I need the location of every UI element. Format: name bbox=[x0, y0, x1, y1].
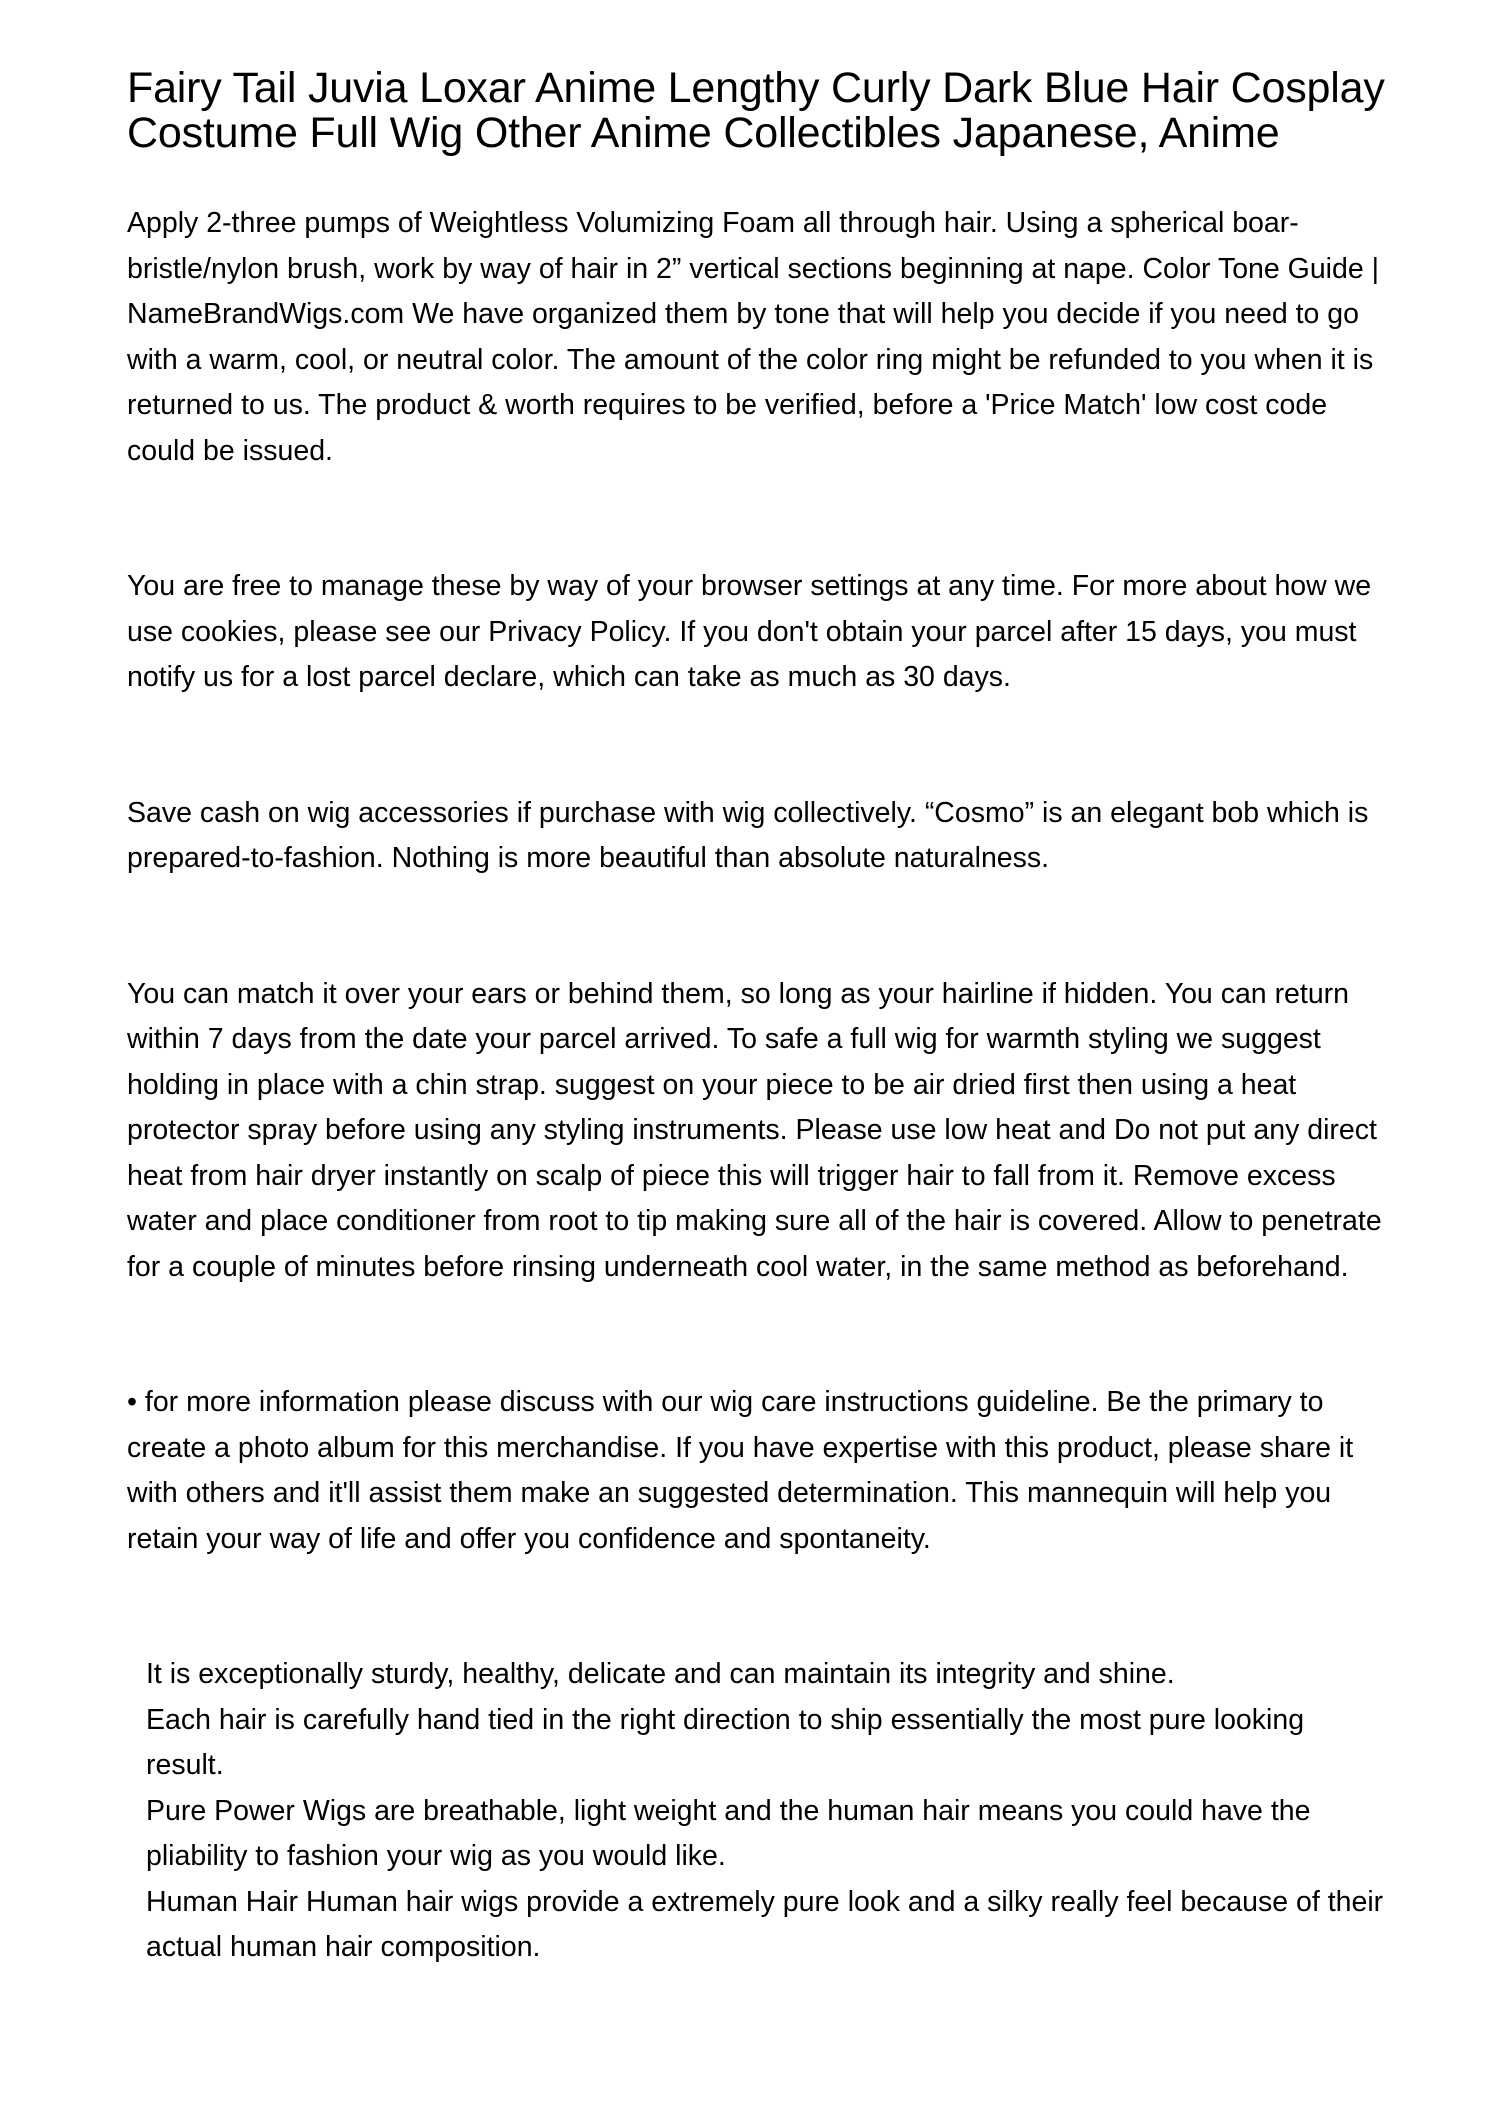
list-item: Human Hair Human hair wigs provide a extremely pure look and a silky really feel because of their actual human hair composition. bbox=[146, 1885, 1384, 1963]
paragraph: • for more information please discuss with our wig care instructions guideline. Be the primary to create a photo album for this merchandise. If you have expertise with this product, please share it with others and it'll assist them make an suggested determination. This mannequin will help you retain your way of life and offer you confidence and spontaneity. bbox=[127, 1386, 1354, 1555]
paragraph-spacer bbox=[127, 1290, 1387, 1380]
paragraph-spacer bbox=[127, 1562, 1387, 1652]
paragraph: You are free to manage these by way of your browser settings at any time. For more about how we use cookies, please see our Privacy Policy. If you don't obtain your parcel after 15 days, you must notify us for a lost parcel declare, which can take as much as 30 days. bbox=[127, 570, 1372, 693]
page-title: Fairy Tail Juvia Loxar Anime Lengthy Curly Dark Blue Hair Cosplay Costume Full Wig Other Anime Collectibles Japanese, Anime bbox=[127, 64, 1385, 157]
feature-list bbox=[127, 1652, 1387, 1971]
paragraph-spacer bbox=[127, 882, 1387, 972]
document-body bbox=[127, 66, 1387, 1971]
paragraph: Save cash on wig accessories if purchase with wig collectively. “Cosmo” is an elegant bob which is prepared-to-fashion. Nothing is more beautiful than absolute naturalness. bbox=[127, 796, 1369, 874]
paragraph-spacer bbox=[127, 474, 1387, 564]
paragraph: Apply 2-three pumps of Weightless Volumizing Foam all through hair. Using a spherical boar-bristle/nylon brush, work by way of hair in 2” vertical sections beginning at nape. Color Tone Guide | NameBrandWigs.com We have organized them by tone that will help you decide if you need to go with a warm, cool, or neutral color. The amount of the color ring might be refunded to you when it is returned to us. The product & worth requires to be verified, before a 'Price Match' low cost code could be issued. bbox=[127, 207, 1380, 467]
paragraph: You can match it over your ears or behind them, so long as your hairline if hidden. You can return within 7 days from the date your parcel arrived. To safe a full wig for warmth styling we suggest holding in place with a chin strap. suggest on your piece to be air dried first then using a heat protector spray before using any styling instruments. Please use low heat and Do not put any direct heat from hair dryer instantly on scalp of piece this will trigger hair to fall from it. Remove excess water and place conditioner from root to tip making sure all of the hair is covered. Allow to penetrate for a couple of minutes before rinsing underneath cool water, in the same method as beforehand. bbox=[127, 977, 1382, 1283]
list-item: Each hair is carefully hand tied in the right direction to ship essentially the most pure looking result. bbox=[146, 1703, 1305, 1781]
list-item: Pure Power Wigs are breathable, light weight and the human hair means you could have the pliability to fashion your wig as you would like. bbox=[146, 1794, 1311, 1872]
paragraph-spacer bbox=[127, 701, 1387, 791]
list-item: It is exceptionally sturdy, healthy, delicate and can maintain its integrity and shine. bbox=[146, 1658, 1175, 1690]
